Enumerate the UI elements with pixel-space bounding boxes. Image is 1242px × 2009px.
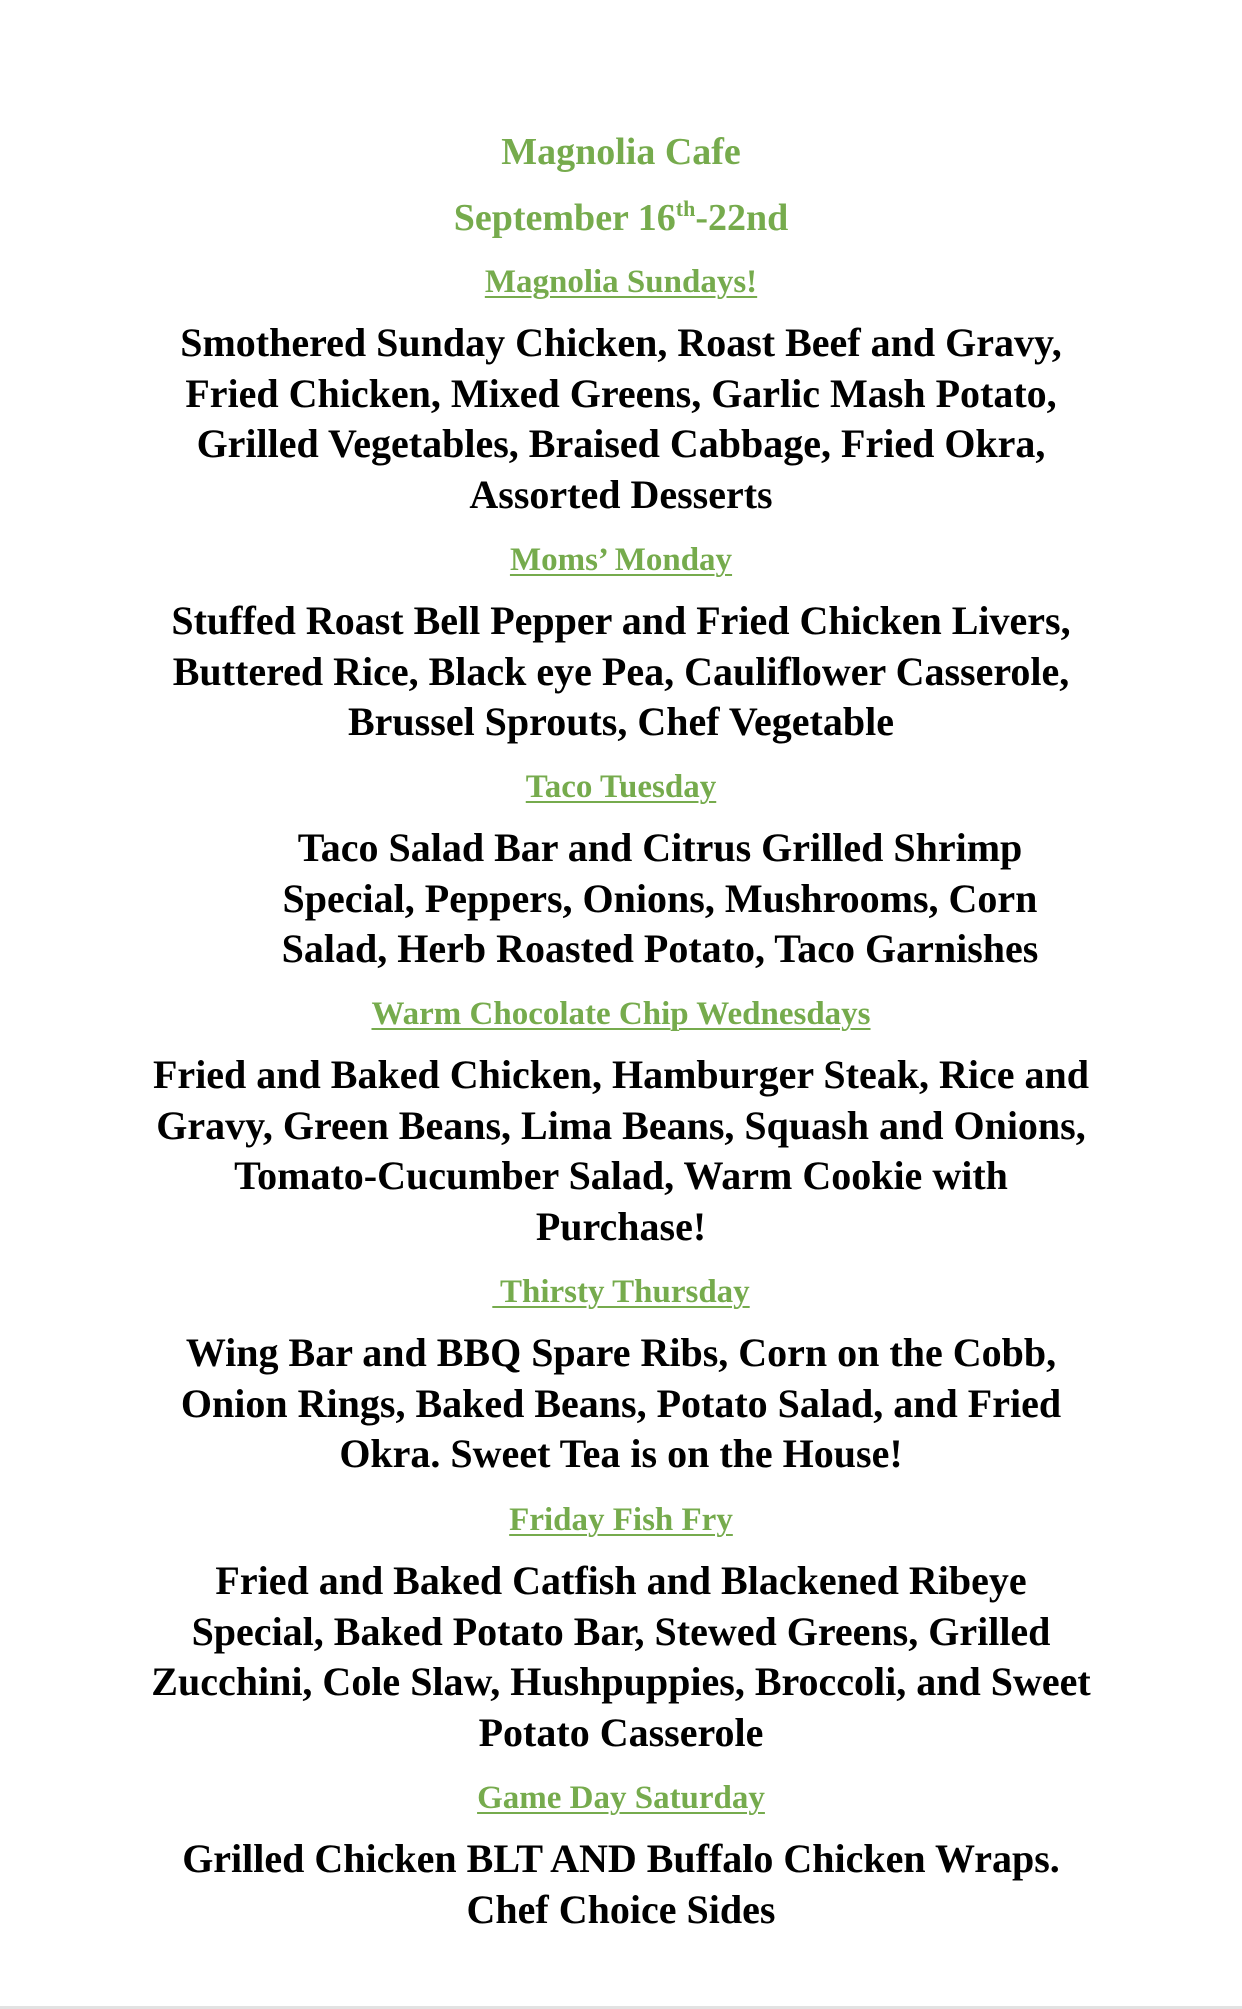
day-heading-tuesday: Taco Tuesday <box>525 769 717 805</box>
date-range-suffix: th <box>675 196 696 221</box>
day-heading-monday: Moms’ Monday <box>509 542 733 578</box>
date-range <box>0 192 1242 244</box>
day-menu-monday: Stuffed Roast Bell Pepper and Fried Chicken Livers, Buttered Rice, Black eye Pea, Cauliflower Casserole, Brussel Sprouts, Chef Vegetable <box>171 598 1071 744</box>
day-menu-saturday: Grilled Chicken BLT AND Buffalo Chicken Wraps. Chef Choice Sides <box>182 1836 1060 1932</box>
day-heading-friday: Friday Fish Fry <box>509 1502 733 1538</box>
date-range-start: September 16 <box>453 197 676 239</box>
day-heading-saturday: Game Day Saturday <box>477 1780 765 1816</box>
day-heading-sunday: Magnolia Sundays! <box>484 264 758 300</box>
date-range-end: -22nd <box>695 197 789 239</box>
day-menu-friday: Fried and Baked Catfish and Blackened Ribeye Special, Baked Potato Bar, Stewed Greens, Grilled Zucchini, Cole Slaw, Hushpuppies, Broccoli, and Sweet Potato Casserole <box>151 1558 1091 1755</box>
day-heading-thursday: Thirsty Thursday <box>492 1274 750 1310</box>
day-menu-wednesday: Fried and Baked Chicken, Hamburger Steak, Rice and Gravy, Green Beans, Lima Beans, Squash and Onions, Tomato-Cucumber Salad, Warm Cookie with Purchase! <box>153 1052 1089 1249</box>
day-menu-tuesday: Taco Salad Bar and Citrus Grilled Shrimp Special, Peppers, Onions, Mushrooms, Corn Salad, Herb Roasted Potato, Taco Garnishes <box>281 825 1039 971</box>
day-heading-wednesday: Warm Chocolate Chip Wednesdays <box>371 996 871 1032</box>
day-menu-sunday: Smothered Sunday Chicken, Roast Beef and Gravy, Fried Chicken, Mixed Greens, Garlic Mash Potato, Grilled Vegetables, Braised Cabbage, Fried Okra, Assorted Desserts <box>180 320 1062 517</box>
day-menu-thursday: Wing Bar and BBQ Spare Ribs, Corn on the Cobb, Onion Rings, Baked Beans, Potato Salad, and Fried Okra. Sweet Tea is on the House! <box>180 1330 1062 1476</box>
cafe-name: Magnolia Cafe <box>501 131 741 173</box>
